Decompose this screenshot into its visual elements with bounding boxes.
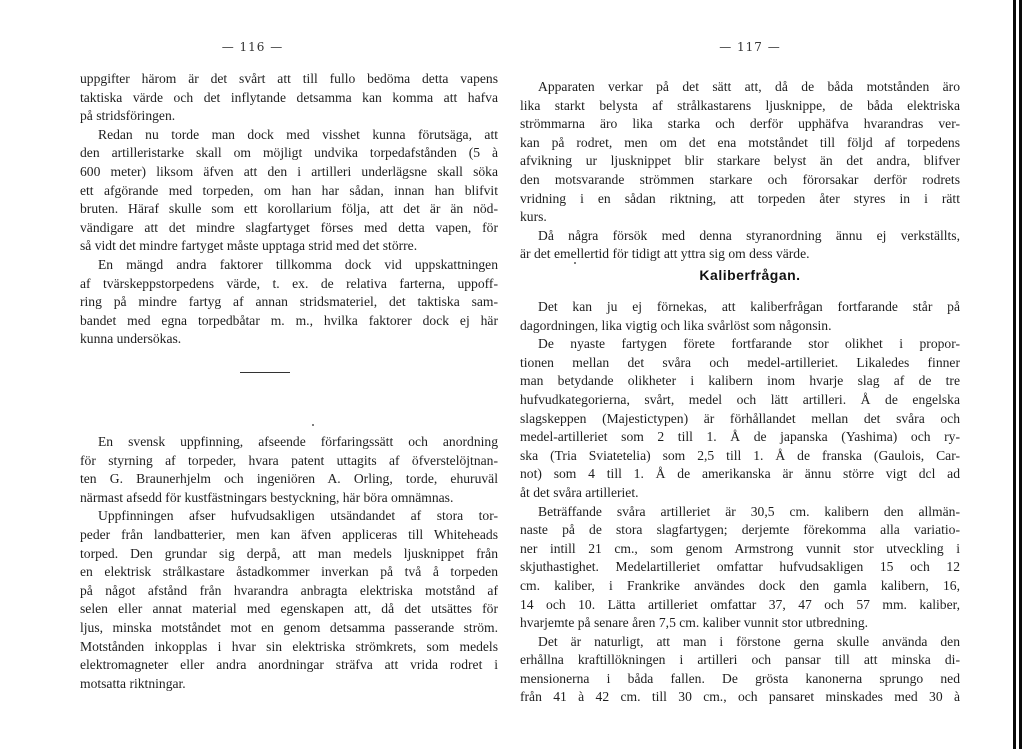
section-divider (240, 372, 290, 373)
text-line: motsatta riktningar. (80, 675, 186, 691)
section-heading: Kaliberfrågan. (699, 267, 801, 283)
text-line: ska (Tria Sviatetelia) som 2,5 till 1. Å de franska (Gaulois, Car- (520, 447, 960, 463)
left-section-2 (80, 433, 498, 693)
text-line: den motsvarande strömmen starkare och förorsakar derför rodrets (520, 171, 960, 187)
text-line: Motstånden inkopplas i hvar sin elektriska strömkrets, som medels (80, 638, 498, 654)
text-line: hufvudkategorierna, svårt, medel och lätt artilleri. Å de engelska (520, 391, 960, 407)
text-line: peder från landbatterier, men kan äfven appliceras till Whiteheads (80, 526, 498, 542)
text-line: strömmarna äro lika starka och derför upphäfva hvarandras ver- (520, 116, 960, 132)
text-line: ner intill 21 cm., som genom Armstrong vunnit stor utveckling i (520, 540, 960, 556)
text-line: den artilleristarke skall om möjligt undvika torpedafstånden (5 à (80, 145, 498, 161)
text-line: från 41 à 42 cm. till 30 cm., och pansaret minskades med 30 à (520, 689, 960, 705)
speck (312, 424, 314, 426)
text-line: En mängd andra faktorer tillkomma dock vid uppskattningen (98, 256, 498, 272)
right-section-1 (520, 78, 960, 264)
text-line: lika starkt belysta af strålkastarens ljusknippe, de båda elektriska (520, 97, 960, 113)
text-line: man betydande olikheter i kalibern inom hvarje slag af de tre (520, 373, 960, 389)
left-page (0, 0, 505, 749)
text-line: ett afgörande med torpeden, om han har sådan, innan han blifvit (80, 182, 498, 198)
text-line: ring på mindre fartyg af annan stridsmateriel, det taktiska sam- (80, 294, 498, 310)
text-line: på stridsföringen. (80, 108, 176, 124)
text-line: vridning i en sådan riktning, att torpeden åter styres in i rätt (520, 190, 960, 206)
text-line: Det är naturligt, att man i förstone gerna skulle använda den (538, 633, 960, 649)
speck (574, 262, 576, 264)
right-page-number: — 117 — (719, 40, 781, 54)
text-line: Beträffande svåra artilleriet är 30,5 cm. kalibern den allmän- (538, 503, 960, 519)
text-line: De nyaste fartygen förete fortfarande stor olikhet i propor- (538, 336, 960, 352)
text-line: ljus, minska motståndet mot en genom detsamma passerande ström. (80, 619, 498, 635)
text-line: af tvärskeppstorpedens värde, t. ex. de relativa farterna, uppoff- (80, 275, 498, 291)
text-line: så vidt det mindre fartyget måste upptaga strid med det större. (80, 238, 418, 254)
text-line: på något afstånd från hvarandra anbragta elektriska motstånd af (80, 582, 498, 598)
text-line: erhållna kraftillökningen i artilleri och pansar till att minska di- (520, 652, 960, 668)
text-line: Uppfinningen afser hufvudsakligen utsändandet af stora tor- (98, 508, 498, 524)
text-line: cm. kaliber, i Frankrike användes dock den gamla kalibern, 16, (520, 577, 960, 593)
text-line: bandet med egna torpedbåtar m. m., hvilka faktorer dock ej här (80, 312, 498, 328)
text-line: taktiska värde och det inflytande detsamma kan komma att hafva (80, 89, 498, 105)
text-line: selen eller annat material med egenskapen att, då det utsättes för (80, 601, 498, 617)
text-line: kan på rodret, men om det ena motståndet till följd af torpedens (520, 134, 960, 150)
text-line: närmast afsedd för kustfästningars bestyckning, här böra omnämnas. (80, 489, 454, 505)
text-line: afvikning ur ljusknippet blir starkare belyst än det andra, blifver (520, 153, 960, 169)
text-line: elektromagneter eller andra anordningar sträfva att vrida rodret i (80, 657, 498, 673)
text-line: not) som 4 till 1. Å de amerikanska är ännu större vigt dcl ad (520, 466, 960, 482)
text-line: En svensk uppfinning, afseende förfaringssätt och anordning (98, 434, 498, 449)
text-line: vändigare att det mindre slagfartyget förses med detta vapen, för (80, 219, 498, 235)
text-line: ten G. Braunerhjelm och ingeniören A. Orling, torde, ehuruväl (80, 471, 498, 487)
text-line: Då några försök med denna styranordning ännu ej verkställts, (538, 227, 960, 243)
text-line: en elektrisk strålkastare åstadkommer inverkan på två å torpeden (80, 564, 498, 580)
text-line: medel-artilleriet som 2 till 1. Å de japanska (Yashima) och ry- (520, 429, 960, 445)
text-line: dagordningen, lika vigtig och lika svårlöst som någonsin. (520, 317, 832, 333)
text-line: hvarjemte på senare åren 7,5 cm. kaliber vunnit stor utbredning. (520, 615, 869, 631)
text-line: 600 meter) liksom äfven att den i artilleri underlägsne skall söka (80, 163, 498, 179)
left-section-1 (80, 70, 498, 349)
text-line: kunna undersökas. (80, 331, 182, 347)
text-line: tionen mellan det svåra och medel-artilleriet. Likaledes finner (520, 354, 960, 370)
text-line: bruten. Häraf skulle som ett korollarium följa, att det är än nöd- (80, 201, 498, 217)
text-line: kurs. (520, 209, 547, 225)
text-line: uppgifter härom är det svårt att till fullo bedöma detta vapens (80, 71, 498, 86)
text-line: mensionerna i båda fallen. De grösta kanonerna sprungo ned (520, 670, 960, 686)
book-edge (1006, 0, 1024, 749)
text-line: Redan nu torde man dock med visshet kunna förutsäga, att (98, 126, 498, 142)
text-line: skjuthastighet. Medelartilleriet omfattar hufvudsakligen 15 och 12 (520, 559, 960, 575)
left-page-number: — 116 — (221, 40, 284, 54)
right-section-2 (520, 298, 960, 707)
text-line: Apparaten verkar på det sätt att, då de båda motstånden äro (538, 79, 960, 94)
text-line: åt det svåra artilleriet. (520, 484, 639, 500)
text-line: Det kan ju ej förnekas, att kaliberfrågan fortfarande står på (538, 299, 960, 314)
text-line: 14 och 10. Lätta artilleriet omfattar 37, 47 och 57 mm. kaliber, (520, 596, 960, 612)
text-line: torped. Den grundar sig derpå, att man medels ljusknippet från (80, 545, 498, 561)
text-line: är det emellertid för tidigt att yttra sig om dess värde. (520, 246, 810, 262)
text-line: naste på de stora slagfartygen; derjemte förekomma alla variatio- (520, 522, 960, 538)
text-line: för styrning af torpeder, hvara patent uttagits af öfverstelöjtnan- (80, 452, 498, 468)
text-line: slagskeppen (Majestictypen) är förhållandet mellan det svåra och (520, 410, 960, 426)
right-page (520, 0, 980, 749)
